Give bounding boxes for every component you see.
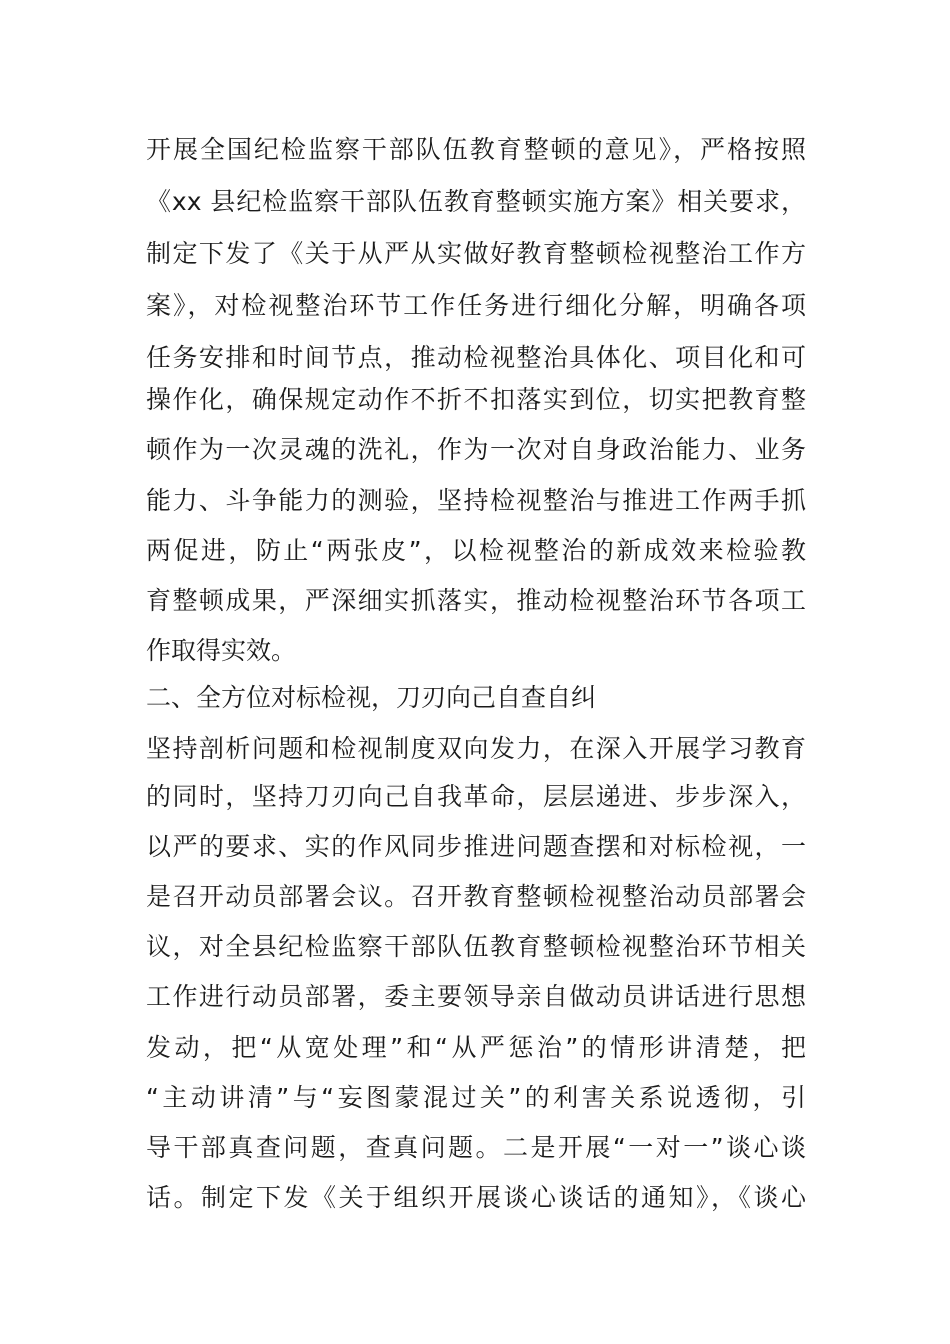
text-line: 是召开动员部署会议。召开教育整顿检视整治动员部署会 <box>146 882 806 911</box>
text-line: 的同时，坚持刀刃向己自我革命，层层递进、步步深入， <box>146 782 806 811</box>
text-line: 育整顿成果，严深细实抓落实，推动检视整治环节各项工 <box>146 586 806 615</box>
text-line: 任务安排和时间节点，推动检视整治具体化、项目化和可 <box>146 343 806 372</box>
text-line: 话。制定下发《关于组织开展谈心谈话的通知》，《谈心 <box>146 1183 806 1212</box>
text-line: 作取得实效。 <box>146 636 297 665</box>
text-line: 顿作为一次灵魂的洗礼，作为一次对自身政治能力、业务 <box>146 435 806 464</box>
text-line: 工作进行动员部署，委主要领导亲自做动员讲话进行思想 <box>146 982 806 1011</box>
text-line: 能力、斗争能力的测验，坚持检视整治与推进工作两手抓 <box>146 486 806 515</box>
text-line: 以严的要求、实的作风同步推进问题查摆和对标检视，一 <box>146 832 806 861</box>
text-line: 发动，把“从宽处理”和“从严惩治”的情形讲清楚，把 <box>146 1033 806 1062</box>
section-heading: 二、全方位对标检视，刀刃向己自查自纠 <box>146 683 597 712</box>
text-line: 制定下发了《关于从严从实做好教育整顿检视整治工作方 <box>146 239 806 268</box>
text-line: 坚持剖析问题和检视制度双向发力，在深入开展学习教育 <box>146 734 806 763</box>
text-line: 导干部真查问题，查真问题。二是开展“一对一”谈心谈 <box>146 1133 806 1162</box>
text-line: 开展全国纪检监察干部队伍教育整顿的意见》，严格按照 <box>146 135 806 164</box>
text-line: 案》，对检视整治环节工作任务进行细化分解，明确各项 <box>146 291 806 320</box>
text-line: 议，对全县纪检监察干部队伍教育整顿检视整治环节相关 <box>146 932 806 961</box>
text-line: “主动讲清”与“妄图蒙混过关”的利害关系说透彻，引 <box>146 1083 806 1112</box>
text-line: 《xx 县纪检监察干部队伍教育整顿实施方案》相关要求， <box>146 187 806 216</box>
text-line: 两促进，防止“两张皮”，以检视整治的新成效来检验教 <box>146 536 806 565</box>
text-line: 操作化，确保规定动作不折不扣落实到位，切实把教育整 <box>146 385 806 414</box>
